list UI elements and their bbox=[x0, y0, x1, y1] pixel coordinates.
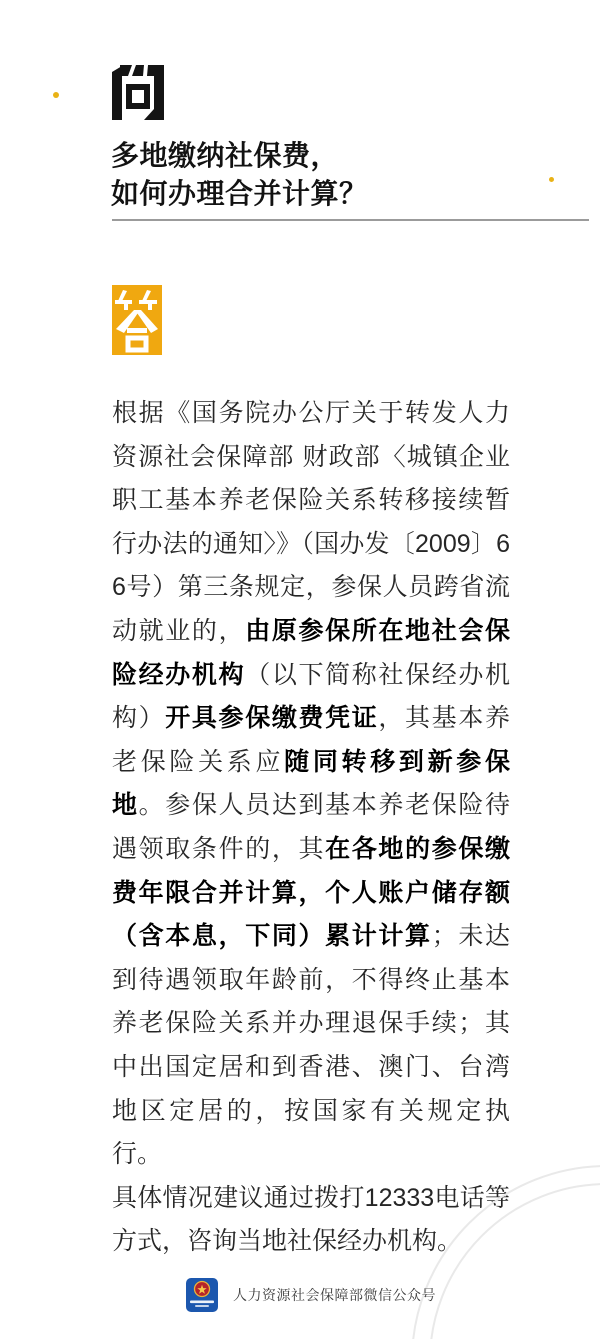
footer-account-name: 人力资源社会保障部微信公众号 bbox=[233, 1287, 436, 1303]
answer-text-segment: 根据《国务院办公厅关于转发人力资源社会保障部 财政部〈城镇企业职工基本养老保险关系转移接续暂行办法的通知〉》（国办发〔2009〕66号）第三条规定，参保人员跨省流动就业的， bbox=[112, 399, 510, 645]
answer-text-segment: 在各地的参保缴费年限合并计算，个人账户储存额（含本息，下同）累计计算 bbox=[112, 834, 510, 951]
answer-body bbox=[112, 392, 510, 1264]
question-stamp-icon bbox=[112, 63, 164, 120]
answer-text-segment: 随同转移到新参保地 bbox=[112, 747, 510, 820]
answer-text-segment: ，其基本养老保险关系应 bbox=[112, 704, 510, 776]
answer-paragraph-1 bbox=[112, 392, 510, 1177]
answer-text-segment: 。参保人员达到基本养老保险待遇领取条件的，其 bbox=[112, 791, 510, 863]
answer-text-segment: ；未达到待遇领取年龄前，不得终止基本养老保险关系并办理退保手续；其中出国定居和到香港、澳门、台湾地区定居的，按国家有关规定执行。 bbox=[112, 922, 510, 1169]
answer-text-segment: 由原参保所在地社会保险经办机构 bbox=[112, 616, 510, 689]
question-title-line-2: 如何办理合并计算？ bbox=[111, 177, 368, 209]
question-title bbox=[111, 137, 471, 212]
decor-dot-right-icon bbox=[549, 177, 554, 182]
decor-dot-left-icon bbox=[53, 92, 59, 98]
answer-text-segment: 开具参保缴费凭证 bbox=[165, 704, 379, 733]
answer-stamp-icon bbox=[112, 285, 162, 355]
answer-text-segment: （以下简称社保经办机构） bbox=[112, 660, 510, 733]
footer bbox=[186, 1278, 436, 1312]
question-title-line-1: 多地缴纳社保费， bbox=[111, 140, 340, 171]
answer-paragraph-2: 具体情况建议通过拨打12333电话等方式，咨询当地社保经办机构。 bbox=[112, 1183, 510, 1256]
divider-line bbox=[112, 219, 589, 221]
mohrss-logo-icon bbox=[186, 1278, 218, 1312]
